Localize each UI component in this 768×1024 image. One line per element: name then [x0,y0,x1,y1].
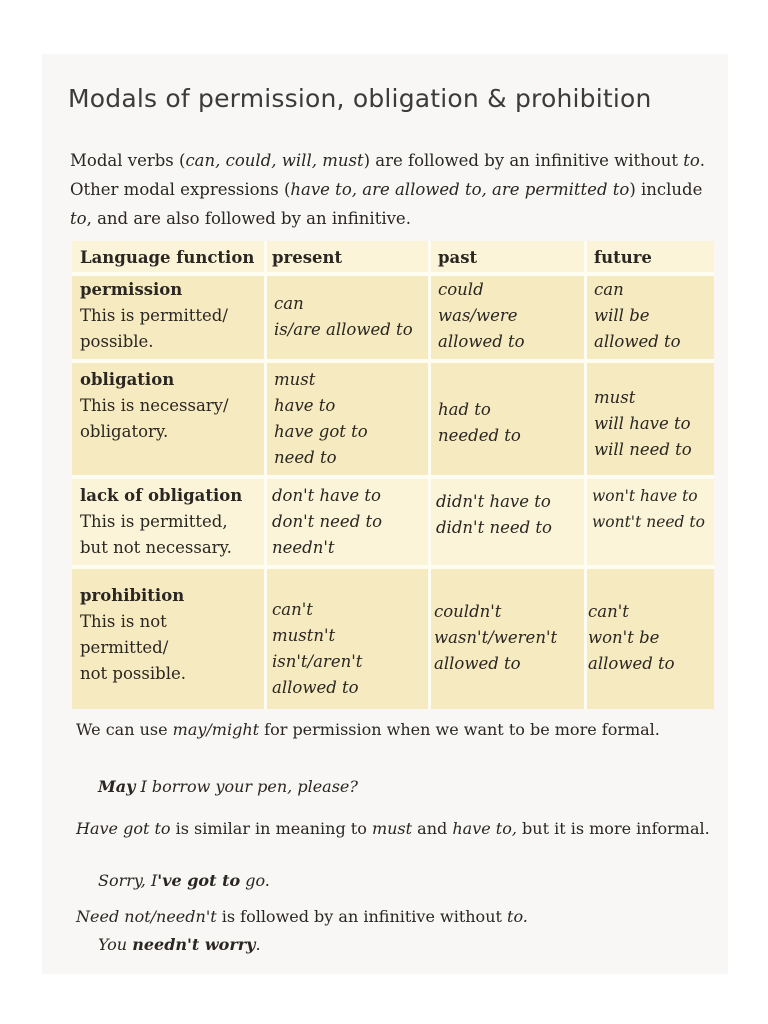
modal-form: had to [438,400,491,419]
future-cell [588,599,675,677]
example-bold: May [98,777,136,796]
modal-form: allowed to [438,332,525,351]
past-cell [438,397,521,449]
function-description: This is not [80,612,167,631]
note-text: for permission when we want to be more formal. [259,720,660,739]
modal-form: isn't/aren't [272,652,363,671]
note-need-not [76,904,716,930]
past-cell [438,277,525,355]
function-description: but not necessary. [80,538,232,557]
modal-form: can [274,294,304,313]
modal-form: allowed to [434,654,521,673]
note-emphasis: have to, [452,819,517,838]
header-past: past [438,248,478,267]
function-name: permission [80,280,183,299]
modal-form: allowed to [588,654,675,673]
past-cell [436,489,552,541]
header-present: present [272,248,343,267]
example-text: You [98,935,133,954]
table-row-permission [72,275,714,359]
modal-form: didn't have to [436,492,551,511]
function-description: possible. [80,332,154,351]
note-emphasis: may/might [172,720,260,739]
modal-form: was/were [438,306,518,325]
present-cell [274,291,413,343]
note-have-got-to [76,816,716,842]
modal-form: won't have to [592,487,698,505]
present-cell [272,597,362,701]
intro-text: ) are followed by an infinitive without [363,151,684,170]
example-have-got-to [98,871,270,890]
function-description: This is permitted/ [80,306,228,325]
modal-form: allowed to [272,678,359,697]
modal-form: couldn't [434,602,502,621]
table-row-obligation [72,363,714,475]
function-description: This is necessary/ [80,396,229,415]
function-description: permitted/ [80,638,169,657]
intro-text: Modal verbs ( [70,151,186,170]
intro-text: , and are also followed by an infinitive. [86,209,411,228]
example-bold: needn't worry [132,935,256,954]
intro-to: to [683,151,700,170]
example-text: go. [240,871,270,890]
past-cell [434,599,557,677]
intro-to: to [70,209,87,228]
modal-form: needed to [438,426,521,445]
modal-form: wasn't/weren't [434,628,558,647]
note-text: is followed by an infinitive without [216,907,508,926]
modal-form: mustn't [272,626,336,645]
function-cell [80,277,228,355]
future-cell [592,483,705,535]
modals-table [72,241,714,709]
note-emphasis: to. [507,907,528,926]
modal-form: allowed to [594,332,681,351]
function-cell [80,583,186,687]
table-divider [72,359,714,363]
intro-paragraph [70,146,710,233]
modal-form: can [594,280,624,299]
modal-form: have to [274,396,336,415]
modal-form: need to [274,448,337,467]
intro-text: . Other modal expressions ( [70,151,706,199]
example-bold: 've got to [157,871,241,890]
note-emphasis: must [371,819,413,838]
function-cell [80,483,242,561]
intro-expressions: have to, are allowed to, are permitted to [290,180,630,199]
modal-form: wont't need to [592,513,705,531]
modal-form: will have to [594,414,691,433]
modal-form: have got to [274,422,368,441]
function-cell [80,367,229,445]
example-text: Sorry, I [98,871,158,890]
note-text: and [412,819,453,838]
modal-form: didn't need to [436,518,552,537]
function-description: not possible. [80,664,186,683]
example-text: I borrow your pen, please? [135,777,358,796]
present-cell [274,367,368,471]
modal-form: don't have to [272,486,381,505]
modal-form: will need to [594,440,692,459]
note-text: We can use [76,720,173,739]
modal-form: needn't [272,538,335,557]
function-name: prohibition [80,586,185,605]
note-emphasis: Need not/needn't [76,907,217,926]
modal-form: can't [588,602,629,621]
header-function: Language function [80,248,255,267]
modal-form: will be [594,306,650,325]
modal-form: must [594,388,636,407]
modal-form: can't [272,600,313,619]
function-name: lack of obligation [80,486,243,505]
table-header-row [72,241,714,273]
intro-modals: can, could, will, must [185,151,364,170]
modal-form: won't be [588,628,660,647]
function-name: obligation [80,370,175,389]
intro-text: ) include [629,180,703,199]
note-emphasis: Have got to [76,819,171,838]
table-divider [72,565,714,569]
present-cell [272,483,382,561]
page-title: Modals of permission, obligation & prohibition [68,84,652,113]
modal-form: is/are allowed to [274,320,413,339]
function-description: obligatory. [80,422,169,441]
table-row-prohibition [72,569,714,709]
header-future: future [594,248,652,267]
modal-form: must [274,370,316,389]
future-cell [594,277,681,355]
modal-form: could [438,280,484,299]
table-row-lack-of-obligation [72,479,714,565]
note-text: is similar in meaning to [170,819,372,838]
note-text: but it is more informal. [516,819,710,838]
example-need-not [98,935,261,954]
table-divider [72,272,714,276]
example-text: . [255,935,261,954]
modal-form: don't need to [272,512,383,531]
table-divider [72,475,714,479]
example-may [98,777,358,796]
future-cell [594,385,692,463]
function-description: This is permitted, [80,512,228,531]
note-may-might [76,717,716,743]
